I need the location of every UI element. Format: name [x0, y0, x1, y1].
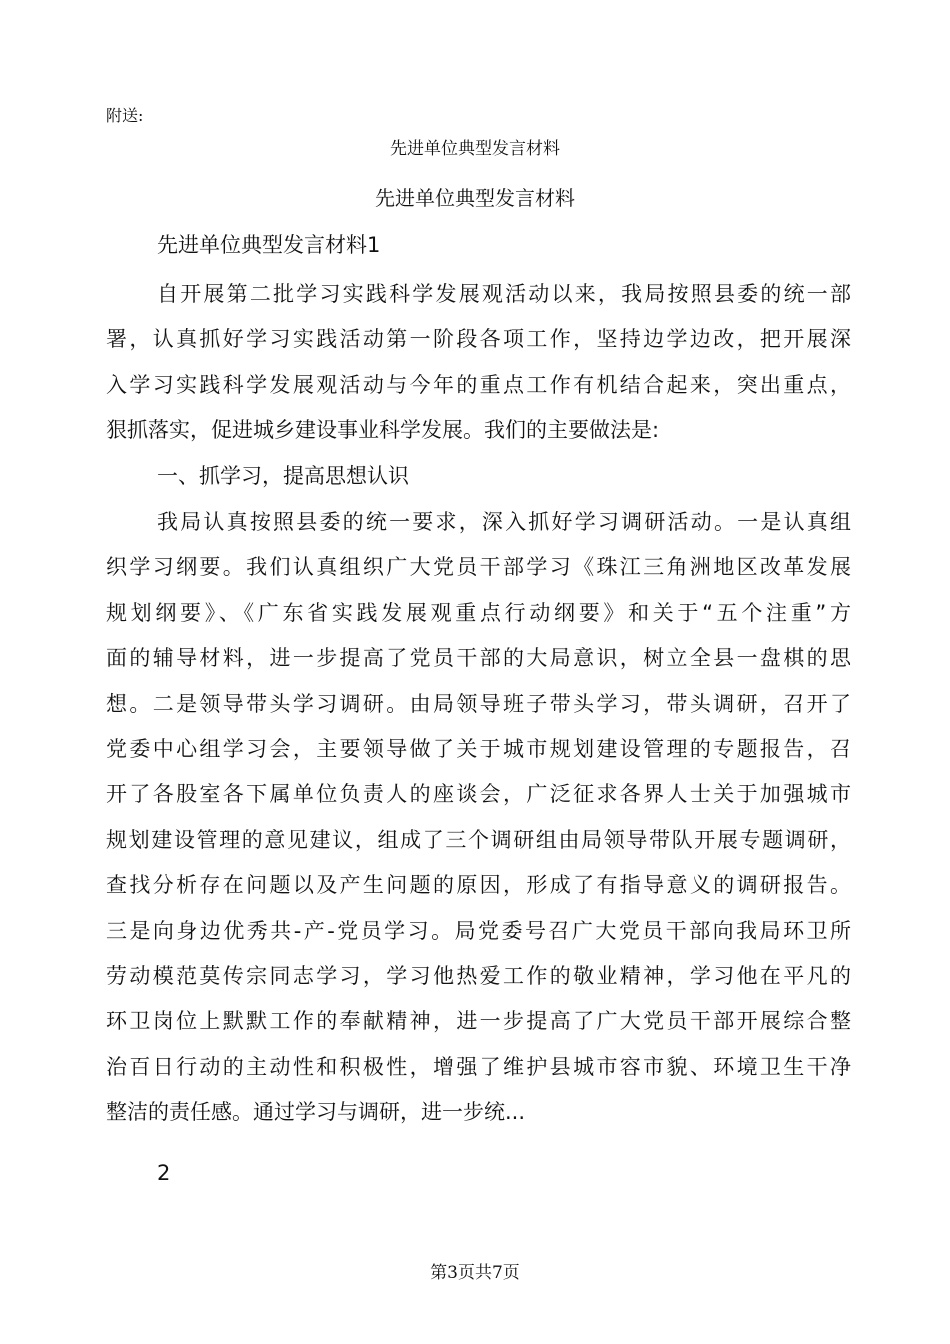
header-title: 先进单位典型发言材料: [390, 139, 560, 159]
paragraph-line: 查找分析存在问题以及产生问题的原因，形成了有指导意义的调研报告。: [106, 873, 851, 898]
attachment-label: 附送:: [106, 106, 144, 125]
paragraph-line: 署，认真抓好学习实践活动第一阶段各项工作，坚持边学边改，把开展深: [106, 327, 851, 352]
body-paragraph: [106, 500, 851, 1135]
paragraph-line: 规划建设管理的意见建议，组成了三个调研组由局领导带队开展专题调研，: [106, 827, 851, 852]
paragraph-line: 想。二是领导带头学习调研。由局领导班子带头学习，带头调研，召开了: [106, 691, 851, 716]
paragraph-line: 开了各股室各下属单位负责人的座谈会，广泛征求各界人士关于加强城市: [106, 782, 851, 807]
paragraph-line: 规划纲要》、《广东省实践发展观重点行动纲要》和关于“五个注重”方: [106, 600, 851, 625]
paragraph-line: 我局认真按照县委的统一要求，深入抓好学习调研活动。一是认真组: [157, 510, 851, 534]
paragraph-line: 织学习纲要。我们认真组织广大党员干部学习《珠江三角洲地区改革发展: [106, 555, 851, 580]
document-title: 先进单位典型发言材料: [375, 186, 575, 210]
paragraph-line: 狠抓落实，促进城乡建设事业科学发展。我们的主要做法是:: [106, 418, 660, 443]
paragraph-line: 入学习实践科学发展观活动与今年的重点工作有机结合起来，突出重点，: [106, 372, 851, 397]
section-number: 2: [157, 1161, 171, 1185]
section-title: 先进单位典型发言材料1: [157, 233, 381, 257]
page-footer: 第3页共7页: [430, 1263, 520, 1283]
paragraph-line: 整洁的责任感。通过学习与调研，进一步统...: [106, 1100, 526, 1125]
paragraph-line: 面的辅导材料，进一步提高了党员干部的大局意识，树立全县一盘棋的思: [106, 646, 851, 671]
paragraph-line: 环卫岗位上默默工作的奉献精神，进一步提高了广大党员干部开展综合整: [106, 1009, 851, 1034]
paragraph-line: 治百日行动的主动性和积极性，增强了维护县城市容市貌、环境卫生干净: [106, 1054, 851, 1079]
paragraph-line: 三是向身边优秀共-产-党员学习。局党委号召广大党员干部向我局环卫所: [106, 918, 851, 943]
paragraph-line: 劳动模范莫传宗同志学习，学习他热爱工作的敬业精神，学习他在平凡的: [106, 963, 851, 988]
heading-one: 一、抓学习，提高思想认识: [157, 464, 409, 488]
paragraph-line: 党委中心组学习会，主要领导做了关于城市规划建设管理的专题报告，召: [106, 736, 851, 761]
intro-paragraph: [106, 272, 851, 454]
paragraph-line: 自开展第二批学习实践科学发展观活动以来，我局按照县委的统一部: [157, 282, 851, 306]
